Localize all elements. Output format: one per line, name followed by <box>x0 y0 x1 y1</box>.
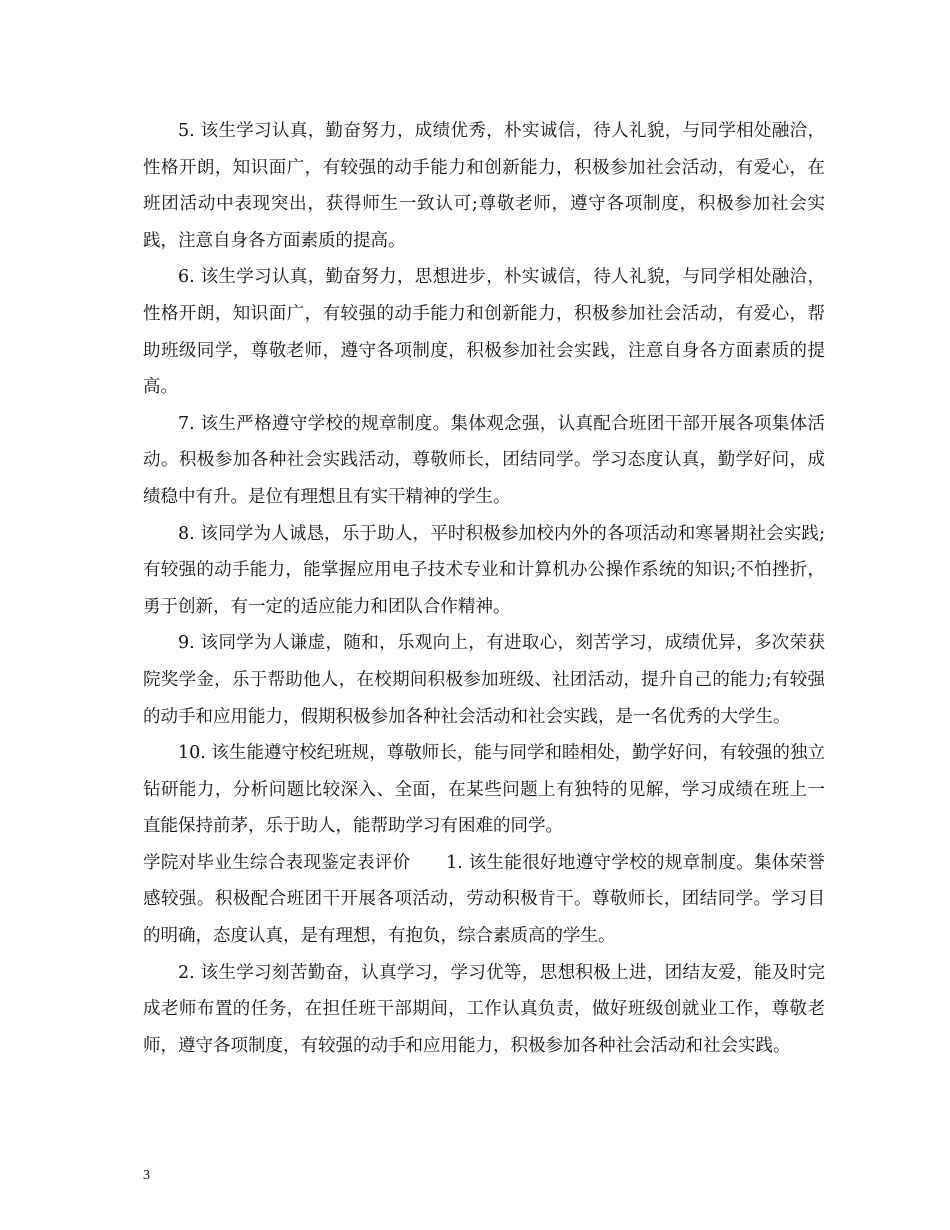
paragraph-evaluation-8: 8. 该同学为人诚恳，乐于助人，平时积极参加校内外的各项活动和寒暑期社会实践;有较强的动手能力，能掌握应用电子技术专业和计算机办公操作系统的知识;不怕挫折，勇于创新，有一定的适应能力和团队合作精神。 <box>143 523 825 617</box>
paragraph-evaluation-9: 9. 该同学为人谦虚，随和，乐观向上，有进取心，刻苦学习，成绩优异，多次荣获院奖学金，乐于帮助他人，在校期间积极参加班级、社团活动，提升自己的能力;有较强的动手和应用能力，假期积极参加各种社会活动和社会实践，是一名优秀的大学生。 <box>143 633 825 727</box>
document-body <box>143 113 825 1064</box>
paragraph-evaluation-5: 5. 该生学习认真，勤奋努力，成绩优秀，朴实诚信，待人礼貌，与同学相处融洽，性格开朗，知识面广，有较强的动手能力和创新能力，积极参加社会活动，有爱心，在班团活动中表现突出，获得师生一致认可;尊敬老师，遵守各项制度，积极参加社会实践，注意自身各方面素质的提高。 <box>143 121 825 251</box>
page-number: 3 <box>143 1168 150 1183</box>
paragraph-college-evaluation-2: 2. 该生学习刻苦勤奋，认真学习，学习优等，思想积极上进，团结友爱，能及时完成老师布置的任务，在担任班干部期间，工作认真负责，做好班级创就业工作，尊敬老师，遵守各项制度，有较强的动手和应用能力，积极参加各种社会活动和社会实践。 <box>143 962 825 1056</box>
paragraph-college-evaluation-1: 学院对毕业生综合表现鉴定表评价 1. 该生能很好地遵守学校的规章制度。集体荣誉感较强。积极配合班团干开展各项活动，劳动积极肯干。尊敬师长，团结同学。学习目的明确，态度认真，是有理想，有抱负，综合素质高的学生。 <box>143 852 825 947</box>
paragraph-evaluation-7: 7. 该生严格遵守学校的规章制度。集体观念强，认真配合班团干部开展各项集体活动。积极参加各种社会实践活动，尊敬师长，团结同学。学习态度认真，勤学好问，成绩稳中有升。是位有理想且有实干精神的学生。 <box>143 413 825 507</box>
paragraph-evaluation-6: 6. 该生学习认真，勤奋努力，思想进步，朴实诚信，待人礼貌，与同学相处融洽，性格开朗，知识面广，有较强的动手能力和创新能力，积极参加社会活动，有爱心，帮助班级同学，尊敬老师，遵守各项制度，积极参加社会实践，注意自身各方面素质的提高。 <box>143 267 825 398</box>
paragraph-evaluation-10: 10. 该生能遵守校纪班规，尊敬师长，能与同学和睦相处，勤学好问，有较强的独立钻研能力，分析问题比较深入、全面，在某些问题上有独特的见解，学习成绩在班上一直能保持前茅，乐于助人，能帮助学习有困难的同学。 <box>143 743 825 837</box>
